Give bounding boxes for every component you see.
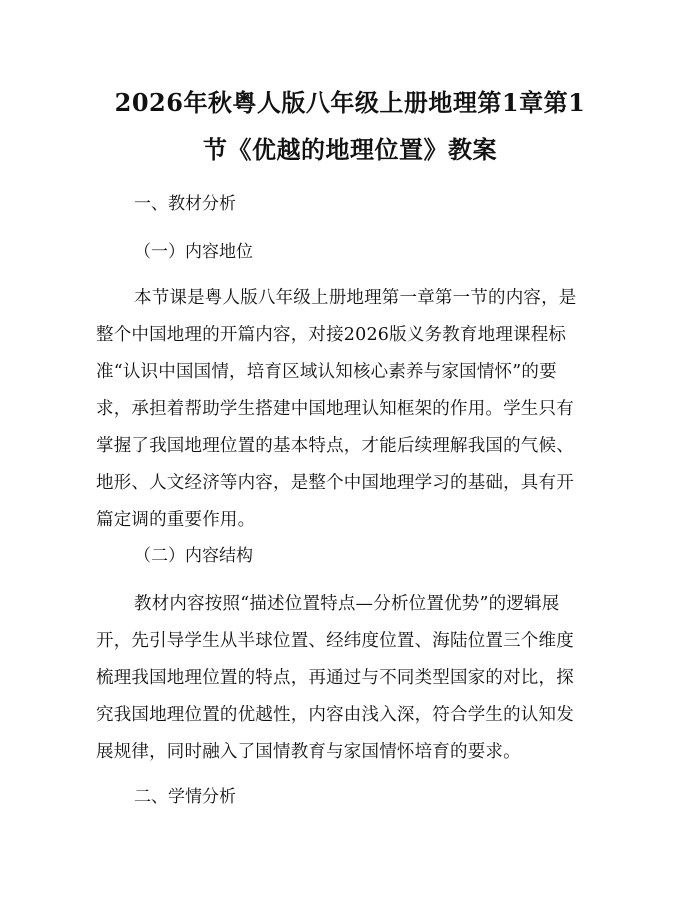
paragraph-line: 梳理我国地理位置的特点，再通过与不同类型国家的对比，探	[96, 668, 574, 688]
paragraph-line: 篇定调的重要作用。	[96, 510, 256, 530]
paragraph-line: 准“认识中国国情，培育区域认知核心素养与家国情怀”的要	[96, 362, 557, 382]
paragraph-content-structure	[96, 586, 608, 771]
subheading-content-position: （一）内容地位	[134, 242, 253, 262]
paragraph-line: 掌握了我国地理位置的基本特点，才能后续理解我国的气候、	[96, 436, 574, 456]
document-title-line-1: 2026年秋粤人版八年级上册地理第1章第1	[114, 88, 586, 117]
paragraph-line: 本节课是粤人版八年级上册地理第一章第一节的内容，是	[134, 288, 577, 308]
paragraph-line: 求，承担着帮助学生搭建中国地理认知框架的作用。学生只有	[96, 399, 574, 419]
paragraph-line: 展规律，同时融入了国情教育与家国情怀培育的要求。	[96, 742, 521, 762]
paragraph-content-position	[96, 280, 608, 539]
paragraph-line: 地形、人文经济等内容，是整个中国地理学习的基础，具有开	[96, 473, 574, 493]
section-heading-textbook-analysis: 一、教材分析	[134, 194, 236, 214]
section-heading-learner-analysis: 二、学情分析	[134, 787, 236, 807]
subheading-content-structure: （二）内容结构	[134, 546, 253, 566]
paragraph-line: 教材内容按照“描述位置特点—分析位置优势”的逻辑展	[134, 594, 560, 614]
paragraph-line: 整个中国地理的开篇内容，对接2026版义务教育地理课程标	[96, 325, 567, 345]
document-title-line-2: 节《优越的地理位置》教案	[203, 135, 497, 164]
paragraph-line: 开，先引导学生从半球位置、经纬度位置、海陆位置三个维度	[96, 631, 574, 651]
paragraph-line: 究我国地理位置的优越性，内容由浅入深，符合学生的认知发	[96, 705, 574, 725]
